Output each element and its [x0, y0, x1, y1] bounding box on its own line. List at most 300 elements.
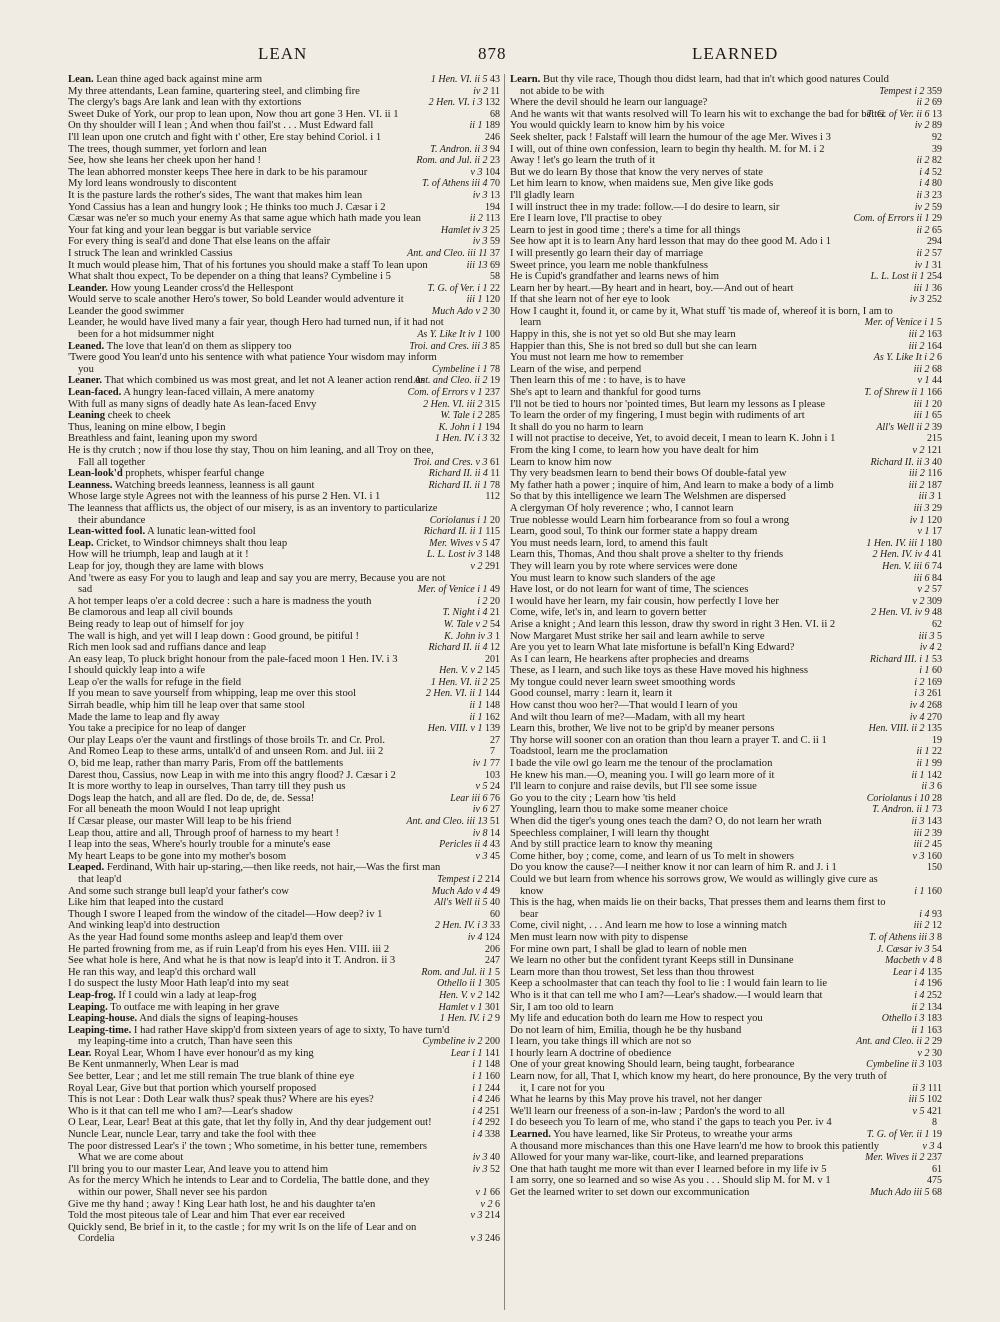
citation-line-number: 5 — [937, 630, 942, 642]
quotation-entry — [68, 631, 500, 643]
headword: Leaping-time. — [68, 1024, 132, 1036]
quotation-text: The trees, though summer, yet forlorn and lean — [68, 143, 267, 155]
quotation-entry — [68, 1164, 500, 1176]
citation-line-number: 301 — [485, 1001, 500, 1013]
citation-line-number: 25 — [490, 676, 500, 688]
citation-work: iii 2 — [913, 827, 930, 839]
citation-line-number: 11 — [490, 468, 500, 480]
quotation-text: Dogs leap the hatch, and all are fled. Do de, de, de. Sessa! — [68, 792, 315, 804]
quotation-text: To outface me with leaping in her grave — [110, 1001, 280, 1013]
quotation-entry — [68, 677, 500, 689]
citation-work: 1 Hen. VI. ii 2 — [430, 676, 488, 688]
citation-work: Ant. and Cleo. ii 2 — [414, 375, 488, 387]
citation-work: ii 2 — [469, 213, 483, 225]
quotation-text: Sirrah beadle, whip him till he leap over that same stool — [68, 700, 305, 712]
citation — [914, 259, 942, 272]
quotation-text: I'll learn to conjure and raise devils, but I'll see some issue — [510, 781, 757, 793]
citation-work: T. Night i 4 — [442, 607, 488, 619]
quotation-text: I'll gladly learn — [510, 189, 575, 201]
citation-work: iv 3 — [472, 189, 488, 201]
citation-line-number: 62 — [932, 618, 942, 630]
citation-line-number: 78 — [490, 479, 500, 491]
quotation-text: The clergy's bags Are lank and lean with thy extortions — [68, 97, 302, 109]
citation-line-number: 268 — [927, 700, 942, 712]
quotation-text: She's apt to learn and thankful for good turns — [510, 387, 701, 399]
quotation-text: Darest thou, Cassius, now Leap in with me into this angry flood? J. Cæsar i 2 — [68, 769, 396, 781]
quotation-entry — [510, 271, 942, 283]
quotation-entry — [510, 399, 942, 411]
quotation-text: cheek to cheek — [107, 410, 171, 422]
citation-work: iv 3 — [909, 294, 925, 306]
quotation-entry — [68, 839, 500, 851]
quotation-text: I will, out of thine own confession, learn to begin thy health. M. for M. i 2 — [510, 143, 825, 155]
headword-entry — [68, 1025, 500, 1048]
quotation-text: If I could win a lady at leap-frog — [118, 989, 257, 1001]
citation — [430, 676, 500, 689]
citation — [469, 213, 500, 225]
quotation-text: I do suspect the lusty Moor Hath leap'd into my seat — [68, 978, 289, 990]
quotation-text: Thy very beadsmen learn to bend their bows Of double-fatal yew — [510, 468, 787, 480]
quotation-text: Royal Lear, Whom I have ever honour'd as my king — [94, 1047, 314, 1059]
citation-line-number: 49 — [490, 584, 500, 596]
quotation-text: Do not learn of him, Emilia, though he be thy husband — [510, 1024, 742, 1036]
quotation-text: And he wants wit that wants resolved will To learn his wit to exchange the bad for better — [510, 108, 886, 120]
quotation-text: On thy shoulder will I lean ; And when thou fail'st . . . Must Edward fall — [68, 120, 374, 132]
citation-work: iv 4 — [909, 700, 925, 712]
quotation-entry — [510, 549, 942, 561]
citation-work: i 4 — [919, 178, 930, 190]
citation-work: v 2 — [912, 445, 925, 456]
quotation-text: Breathless and faint, leaning upon my sword — [68, 433, 258, 445]
citation-work: iii 3 — [918, 630, 935, 642]
citation-line-number: 164 — [927, 340, 942, 352]
quotation-entry — [68, 294, 500, 306]
headword-entry — [68, 990, 500, 1002]
citation — [466, 294, 500, 306]
citation-line-number: 160 — [485, 1071, 500, 1083]
citation-line-number: 76 — [490, 792, 500, 804]
citation-line-number: 169 — [927, 676, 942, 688]
citation-work: iv 2 — [473, 85, 488, 97]
citation-line-number: 57 — [932, 247, 942, 259]
citation-work: Lear i 4 — [892, 966, 925, 978]
quotation-text: Your fat king and your lean beggar is but variable service — [68, 224, 312, 236]
quotation-entry — [68, 271, 500, 283]
headword: Leanness. — [68, 479, 113, 491]
citation — [919, 166, 942, 179]
citation-line-number: 261 — [927, 688, 942, 700]
citation-line-number: 65 — [932, 224, 942, 236]
quotation-text: Cæsar was ne'er so much your enemy As that same ague which hath made you lean — [68, 213, 421, 225]
citation — [853, 213, 942, 225]
citation-line-number: 421 — [927, 1105, 942, 1117]
citation-line-number: 475 — [927, 1175, 942, 1187]
citation-work: ii 1 — [469, 120, 483, 132]
quotation-text: He is thy crutch ; now if thou lose thy stay, Thou on him leaning, and all Troy on thee, Fall all together — [68, 445, 434, 468]
citation — [416, 155, 500, 167]
quotation-text: Come hither, boy ; come, come, and learn of us To melt in showers — [510, 850, 795, 862]
quotation-text: For every thing is seal'd and done That else leans on the affair — [68, 236, 331, 248]
citation — [908, 1094, 942, 1106]
citation — [911, 1024, 942, 1037]
citation-line-number: 31 — [932, 259, 942, 271]
citation-line-number: 11 — [490, 85, 500, 97]
citation-line-number: 39 — [932, 827, 942, 839]
citation-line-number: 338 — [485, 1129, 500, 1141]
citation-line-number: 189 — [485, 120, 500, 132]
quotation-entry — [68, 503, 500, 526]
quotation-text: My father hath a power ; inquire of him, And learn to make a body of a limb — [510, 479, 834, 491]
citation-line-number: 187 — [927, 479, 942, 491]
citation — [913, 282, 942, 295]
headword: Leap-frog. — [68, 989, 116, 1001]
citation-line-number: 49 — [490, 885, 500, 897]
quotation-entry — [510, 375, 942, 387]
quotation-text: You take a precipice for no leap of danger — [68, 723, 246, 735]
quotation-entry — [510, 723, 942, 735]
quotation-entry — [68, 746, 500, 758]
quotation-entry — [510, 202, 942, 214]
quotation-entry — [510, 688, 942, 700]
citation-line-number: 270 — [927, 711, 942, 723]
citation-work: Ant. and Cleo. iii 11 — [407, 247, 488, 259]
citation-work: As Y. Like It i 2 — [873, 352, 935, 364]
citation-work: v 2 — [470, 560, 483, 572]
quotation-text: What he learns by this May prove his travel, not her danger — [510, 1094, 762, 1106]
quotation-entry — [510, 1106, 942, 1118]
quotation-entry — [68, 886, 500, 898]
citation-line-number: 1 — [495, 630, 500, 642]
citation-line-number: 27 — [490, 734, 500, 746]
quotation-text: It much would please him, That of his fortunes you should make a staff To lean upon — [68, 259, 428, 271]
quotation-entry — [68, 920, 500, 932]
citation — [422, 1036, 500, 1048]
quotation-text: Whose large style Agrees not with the leanness of his purse 2 Hen. VI. i 1 — [68, 491, 381, 503]
citation-line-number: 84 — [932, 572, 942, 584]
citation — [927, 862, 942, 874]
quotation-entry — [510, 410, 942, 422]
citation — [916, 224, 942, 237]
headword: Lean-faced. — [68, 387, 122, 399]
citation — [869, 931, 942, 944]
citation-line-number: 251 — [485, 1105, 500, 1117]
citation-line-number: 9 — [495, 1013, 500, 1025]
quotation-entry — [68, 433, 500, 445]
citation — [864, 317, 942, 329]
quotation-text: My three attendants, Lean famine, quartering steel, and climbing fire — [68, 85, 360, 97]
citation-line-number: 100 — [485, 329, 500, 341]
citation-work: iii 5 — [908, 1094, 925, 1106]
citation-line-number: 53 — [932, 653, 942, 665]
citation-line-number: 17 — [932, 526, 942, 538]
citation — [864, 387, 942, 399]
quotation-text: I struck The lean and wrinkled Cassius — [68, 247, 233, 259]
citation — [927, 433, 942, 445]
headword: Leaned. — [68, 340, 105, 352]
quotation-text: They will learn you by rote where services were done — [510, 560, 738, 572]
citation-work: W. Tale v 2 — [443, 618, 488, 630]
quotation-entry — [68, 897, 500, 909]
quotation-entry — [68, 978, 500, 990]
quotation-entry — [68, 712, 500, 724]
citation — [472, 1129, 500, 1141]
quotation-entry — [510, 1013, 942, 1025]
header-left-word: LEAN — [258, 44, 308, 63]
citation — [472, 189, 500, 202]
quotation-text: The wall is high, and yet will I leap down : Good ground, be pitiful ! — [68, 630, 359, 642]
headword-entry — [68, 410, 500, 422]
citation-line-number: 103 — [927, 1059, 942, 1071]
quotation-entry — [68, 306, 500, 318]
citation-work: Richard II. ii 1 — [423, 526, 483, 538]
citation-work: T. of Shrew ii 1 — [864, 387, 925, 399]
citation-work: iv 3 — [472, 1163, 488, 1175]
citation — [916, 155, 942, 167]
quotation-entry — [510, 897, 942, 920]
citation-work: Hamlet v 1 — [438, 1001, 483, 1013]
citation-work: iii 2 — [913, 920, 930, 932]
quotation-text: These, as I learn, and such like toys as these Have moved his highness — [510, 665, 809, 677]
quotation-entry — [68, 1094, 500, 1106]
citation — [913, 839, 942, 851]
quotation-text: I will instruct thee in my trade: follow.—I do desire to learn, sir — [510, 201, 780, 213]
citation — [475, 781, 500, 793]
citation-line-number: 160 — [927, 885, 942, 897]
citation-work: v 3 — [470, 166, 483, 178]
citation-line-number: 57 — [932, 584, 942, 596]
citation-work: ii 2 — [916, 224, 930, 236]
citation-line-number: 30 — [932, 1047, 942, 1059]
citation-work: iii 2 — [909, 468, 925, 480]
citation — [422, 178, 500, 190]
citation — [912, 445, 942, 457]
quotation-entry — [510, 144, 942, 156]
quotation-text: Get the learned writer to set down our excommunication — [510, 1187, 750, 1198]
quotation-entry — [510, 468, 942, 480]
citation — [469, 120, 500, 132]
citation-work: iii 1 — [913, 410, 930, 422]
quotation-entry — [510, 422, 942, 434]
citation — [472, 827, 500, 840]
quotation-entry — [68, 97, 500, 109]
citation-line-number: 135 — [927, 723, 942, 735]
citation — [866, 537, 942, 550]
citation-line-number: 52 — [932, 166, 942, 178]
citation — [922, 1140, 942, 1153]
citation-line-number: 54 — [490, 618, 500, 630]
citation-line-number: 58 — [490, 271, 500, 283]
citation-work: 2 Hen. VI. iii 2 — [423, 398, 483, 410]
quotation-text: Ferdinand, With hair up-staring,—then like reeds, not hair,—Was the first man that leap'd — [78, 862, 441, 885]
citation-line-number: 74 — [932, 560, 942, 572]
citation — [917, 1047, 942, 1060]
citation-work: T. of Athens iii 3 — [869, 931, 935, 943]
citation — [872, 549, 942, 561]
quotation-entry — [68, 804, 500, 816]
quotation-text: A thousand more mischances than this one Have learn'd me how to brook this patiently — [510, 1140, 880, 1152]
headword-entry — [68, 538, 500, 550]
citation-work: W. Tale i 2 — [440, 410, 483, 422]
citation — [909, 468, 942, 480]
citation-work: i 2 — [477, 595, 488, 607]
quotation-entry — [510, 816, 942, 828]
quotation-text: And by still practice learn to know thy meaning — [510, 839, 713, 851]
citation-work: i 4 — [472, 1129, 483, 1141]
quotation-text: Men must learn now with pity to dispense — [510, 931, 689, 943]
quotation-text: See better, Lear ; and let me still remain The true blank of thine eye — [68, 1071, 355, 1083]
citation-work: i 1 — [472, 1071, 483, 1083]
quotation-text: Leap for joy, though they are lame with blows — [68, 560, 264, 572]
citation-work: L. L. Lost ii 1 — [870, 271, 925, 283]
quotation-entry — [68, 549, 500, 561]
citation-line-number: 45 — [932, 839, 942, 851]
quotation-text: Arise a knight ; And learn this lesson, draw thy sword in right 3 Hen. VI. ii 2 — [510, 618, 836, 630]
quotation-entry — [510, 491, 942, 503]
quotation-text: Quickly send, Be brief in it, to the castle ; for my writ Is on the life of Lear and on Cordelia — [68, 1221, 417, 1245]
headword: Leaning — [68, 410, 106, 422]
quotation-entry — [510, 306, 942, 329]
quotation-entry — [510, 944, 942, 956]
quotation-text: Come, civil night, . . . And learn me how to lose a winning match — [510, 920, 787, 932]
quotation-text: I'll not be tied to hours nor 'pointed times, But learn my lessons as I please — [510, 398, 826, 410]
headword-entry — [510, 1129, 942, 1141]
headword-entry — [68, 283, 500, 295]
citation — [917, 584, 942, 596]
citation — [865, 1152, 942, 1164]
citation-line-number: 145 — [485, 665, 500, 677]
citation-line-number: 5 — [495, 966, 500, 978]
quotation-entry — [510, 990, 942, 1002]
quotation-entry — [68, 202, 500, 214]
citation-line-number: 8 — [937, 931, 942, 943]
quotation-entry — [68, 723, 500, 735]
citation — [913, 827, 942, 840]
citation-work: iv 4 — [909, 711, 925, 723]
quotation-text: But thy vile race, Though thou didst learn, had that in't which good natures Could not abide to be with — [520, 74, 889, 97]
citation-work: Rom. and Jul. ii 1 — [421, 966, 493, 978]
headword: Learned. — [510, 1129, 551, 1141]
citation — [485, 201, 500, 214]
citation-work: iii 6 — [913, 572, 930, 584]
citation-work: iv 2 — [914, 201, 930, 213]
citation-line-number: 27 — [490, 804, 500, 816]
citation-line-number: 132 — [485, 97, 500, 109]
quotation-text: Give me thy hand ; away ! King Lear hath lost, he and his daughter ta'en — [68, 1198, 376, 1210]
citation — [472, 1059, 500, 1071]
citation-line-number: 237 — [927, 1152, 942, 1164]
quotation-entry — [510, 1002, 942, 1014]
left-column — [68, 74, 500, 1310]
citation-work: Hen. V. v 2 — [439, 989, 483, 1001]
citation-work: i 1 — [914, 885, 925, 897]
quotation-entry — [510, 851, 942, 863]
citation-line-number: 120 — [485, 294, 500, 306]
citation-line-number: 111 — [927, 1082, 942, 1094]
citation-line-number: 1 — [937, 491, 942, 503]
headword-entry — [510, 74, 942, 97]
citation-line-number: 200 — [485, 1036, 500, 1048]
citation-line-number: 19 — [490, 375, 500, 387]
citation — [466, 259, 500, 272]
quotation-entry — [68, 399, 500, 411]
headword-entry — [68, 1048, 500, 1060]
quotation-text: I bade the vile owl go learn me the tenour of the proclamation — [510, 758, 773, 770]
citation-line-number: 183 — [927, 1013, 942, 1025]
quotation-entry — [510, 1175, 942, 1187]
quotation-entry — [68, 735, 500, 747]
quotation-entry — [68, 422, 500, 434]
citation — [439, 665, 500, 677]
quotation-entry — [68, 654, 500, 666]
citation — [409, 340, 500, 353]
headword-entry — [68, 862, 500, 885]
citation-work: iii 2 — [908, 340, 925, 352]
citation-work: i 1 — [472, 1082, 483, 1094]
quotation-text: How young Leander cross'd the Hellespont — [110, 282, 294, 294]
quotation-text: Happier than this, She is not bred so dull but she can learn — [510, 340, 757, 352]
citation-line-number: 37 — [490, 247, 500, 259]
citation-work: Cymbeline iv 2 — [422, 1036, 483, 1048]
citation-line-number: 22 — [490, 282, 500, 294]
quotation-entry — [510, 677, 942, 689]
citation-work: Mer. of Venice i 1 — [417, 584, 488, 596]
quotation-entry — [510, 920, 942, 932]
quotation-text: The poor distressed Lear's i' the town ; Who sometime, in his better tune, remembers What we are come about — [68, 1140, 428, 1164]
citation-work: iv 1 — [909, 514, 925, 526]
quotation-entry — [510, 190, 942, 202]
citation-line-number: 61 — [490, 456, 500, 468]
quotation-text: And wilt thou learn of me?—Madam, with all my heart — [510, 711, 745, 723]
quotation-entry — [510, 387, 942, 399]
quotation-entry — [510, 700, 942, 712]
citation-line-number: 54 — [932, 943, 942, 955]
citation — [414, 375, 500, 387]
citation — [470, 1210, 500, 1222]
citation — [428, 468, 500, 480]
quotation-entry — [510, 967, 942, 979]
quotation-entry — [510, 248, 942, 260]
quotation-entry — [510, 619, 942, 631]
quotation-text: For mine own part, I shall be glad to learn of noble men — [510, 943, 747, 955]
headword-entry — [68, 468, 500, 480]
citation-line-number: 23 — [932, 189, 942, 201]
quotation-text: If that she learn not of her eye to look — [510, 294, 670, 306]
citation — [436, 978, 500, 990]
citation-line-number: 20 — [932, 398, 942, 410]
citation-work: iv 1 — [914, 259, 930, 271]
quotation-entry — [510, 1094, 942, 1106]
quotation-text: Rich men look sad and ruffians dance and leap — [68, 642, 267, 654]
citation — [429, 514, 500, 527]
headword: Leaping. — [68, 1001, 108, 1013]
quotation-text: I'll bring you to our master Lear, And leave you to attend him — [68, 1163, 329, 1175]
citation — [869, 653, 942, 666]
quotation-entry — [510, 862, 942, 874]
citation-line-number: 309 — [927, 595, 942, 607]
quotation-entry — [510, 236, 942, 248]
citation-line-number: 166 — [927, 387, 942, 399]
quotation-entry — [510, 1036, 942, 1048]
citation — [467, 931, 500, 944]
citation — [427, 723, 500, 735]
quotation-entry — [68, 573, 500, 596]
citation-line-number: 69 — [932, 97, 942, 109]
citation-work: Hen. V. v 2 — [439, 665, 483, 677]
quotation-entry — [510, 97, 942, 109]
citation-work: Ant. and Cleo. iii 13 — [406, 816, 488, 827]
citation — [428, 97, 500, 109]
quotation-entry — [68, 167, 500, 179]
